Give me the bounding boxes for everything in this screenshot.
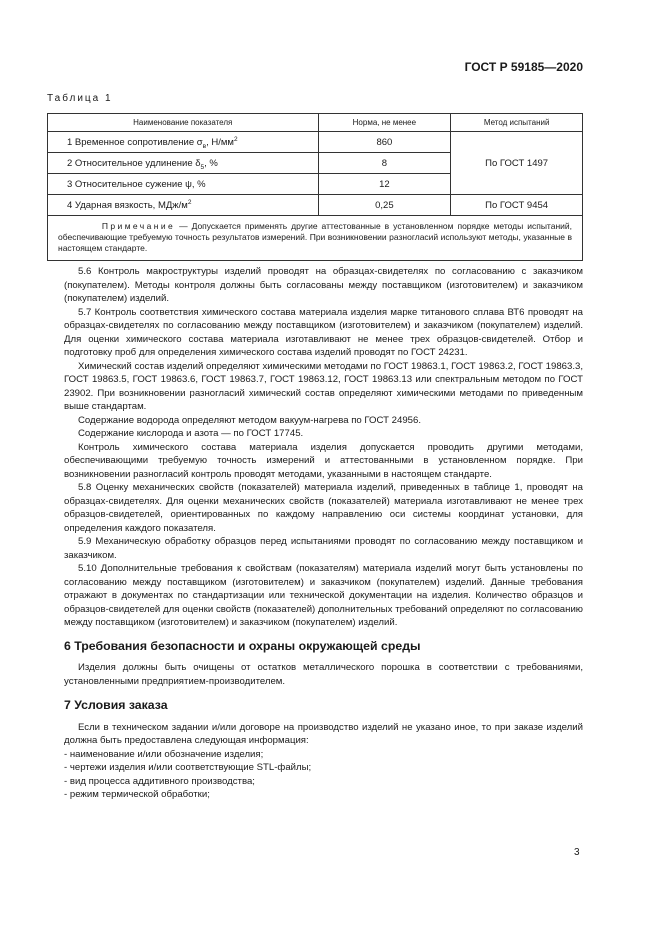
paragraph-5-8: 5.8 Оценку механических свойств (показателей) материала изделий, приведенных в таблице 1, проводят на образцах-свидетелях. Для оценки механических свойств (показателей) материала изготавливают не менее трех образцов-свидетелей, ориентированных по каждому направлению оси системы координат установки, для определения каждого показателя. [64, 482, 583, 534]
paragraph-chem-methods: Химический состав изделий определяют химическими методами по ГОСТ 19863.1, ГОСТ 19863.2, ГОСТ 19863.3, ГОСТ 19863.5, ГОСТ 19863.6, ГОСТ 19863.7, ГОСТ 19863.12, ГОСТ 19863.13 или спектральным методом по ГОСТ 23902. При возникновении разногласий химический состав определяют химическими методами по приведенным выше стандартам. [64, 360, 583, 412]
table-note [48, 216, 583, 261]
list-item: - режим термической обработки; [64, 789, 210, 800]
table-note-row [48, 216, 583, 261]
table-header-row [48, 114, 583, 132]
page-number: 3 [574, 847, 580, 858]
document-body [64, 265, 583, 802]
table-caption: Таблица 1 [47, 93, 113, 104]
property-name: 1 Временное сопротивление $\sigma_в$, $Н/мм^2$ [48, 132, 319, 153]
column-header: Метод испытаний [451, 114, 583, 132]
property-name: 4 Ударная вязкость, МДж/$м^2$ [48, 195, 319, 216]
paragraph-hydrogen: Содержание водорода определяют методом вакуум-нагрева по ГОСТ 24956. [78, 414, 421, 426]
table-row [48, 132, 583, 153]
paragraph-control: Контроль химического состава материала изделия допускается проводить другими методами, обеспечивающими требуемую точность измерений и аттестованными в установленном порядке. При возникновении разногласий контроль проводят методами, указанными в настоящем стандарте. [64, 441, 583, 480]
property-name: 2 Относительное удлинение $\delta_5$, % [48, 153, 319, 174]
test-method: По ГОСТ 1497 [451, 132, 583, 195]
paragraph-5-9: 5.9 Механическую обработку образцов перед испытаниями проводят по согласованию между поставщиком и заказчиком. [64, 536, 583, 561]
paragraph-oxygen-nitrogen: Содержание кислорода и азота — по ГОСТ 17745. [78, 428, 304, 439]
list-item: - чертежи изделия и/или соответствующие STL-файлы; [64, 762, 312, 773]
section-7-heading: 7 Условия заказа [64, 698, 168, 712]
column-header: Наименование показателя [48, 114, 319, 132]
standard-id: ГОСТ Р 59185—2020 [464, 60, 583, 74]
paragraph-5-10: 5.10 Дополнительные требования к свойствам (показателям) материала изделий могут быть установлены по согласованию между поставщиком (изготовителем) и заказчиком (покупателем) изделий. Данные требования отражают в документах по стандартизации или технической документации на изделия. Количество образцов и образцов-свидетелей для оценки свойств (показателей) дополнительных требований определяют по согласованию между поставщиком (изготовителем) и заказчиком (покупателем) изделий. [64, 563, 583, 628]
section-6-heading: 6 Требования безопасности и охраны окружающей среды [64, 638, 421, 653]
norm-value: 0,25 [318, 195, 451, 216]
paragraph-5-7: 5.7 Контроль соответствия химического состава материала изделия марке титанового сплава ВТ6 проводят на образцах-свидетелях по согласованию между поставщиком (изготовителем) и заказчиком (покупателем) изделий. Для оценки химического состава материала изготавливают не менее трех образцов-свидетелей. Отбор и подготовку проб для определения химического состава изделий проводят по ГОСТ 24231. [64, 306, 583, 358]
test-method: По ГОСТ 9454 [451, 195, 583, 216]
column-header: Норма, не менее [318, 114, 451, 132]
norm-value: 8 [318, 153, 451, 174]
list-item: - вид процесса аддитивного производства; [64, 775, 255, 787]
list-item: - наименование и/или обозначение изделия; [64, 748, 264, 760]
note-text: — Допускается применять другие аттестованные в установленном порядке методы испытаний, обеспечивающие требуемую точность результатов измерений. При возникновении разногласий используют методы, указанные в настоящем стандарте. [58, 221, 572, 253]
norm-value: 860 [318, 132, 451, 153]
note-heading: Примечание [101, 221, 176, 231]
paragraph-7: Если в техническом задании и/или договоре на производство изделий не указано иное, то при заказе изделий должна быть предоставлена следующая информация: [64, 721, 583, 746]
norm-value: 12 [318, 174, 451, 195]
property-name: 3 Относительное сужение ψ, % [48, 174, 319, 195]
paragraph-5-6: 5.6 Контроль макроструктуры изделий проводят на образцах-свидетелях по согласованию с заказчиком (покупателем). Методы контроля должны быть согласованы между поставщиком (изготовителем) и заказчиком (покупателем) изделий. [64, 266, 583, 304]
paragraph-6: Изделия должны быть очищены от остатков металлического порошка в соответствии с требованиями, установленными предприятием-производителем. [64, 662, 583, 687]
properties-table [47, 113, 583, 261]
table-row [48, 195, 583, 216]
